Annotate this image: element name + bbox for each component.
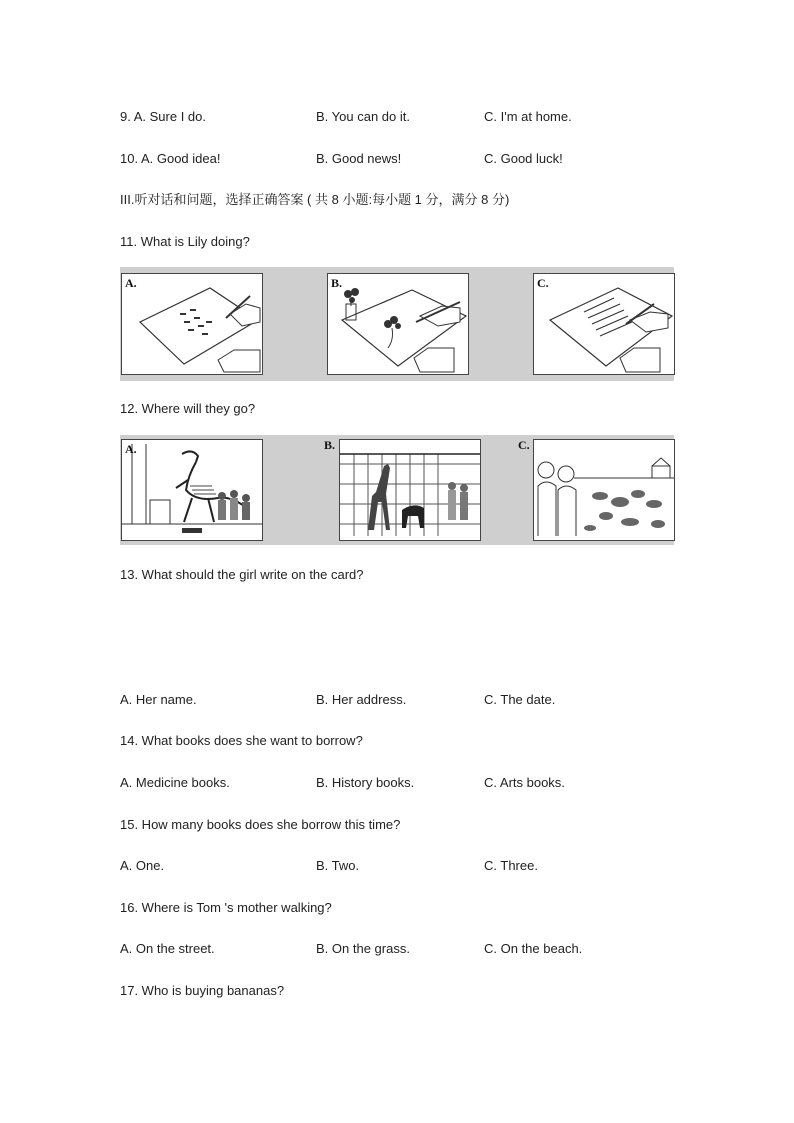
q10-option-b: B. Good news! [316, 151, 402, 166]
q14-option-b: B. History books. [316, 775, 415, 790]
q15-option-c: C. Three. [484, 858, 538, 873]
q15-option-a: A. One. [120, 858, 165, 873]
q12-label-c: C. [518, 438, 530, 452]
q13-question: 13. What should the girl write on the card? [120, 567, 364, 582]
q11-picture-a [121, 273, 263, 375]
q12-label-b: B. [324, 438, 336, 452]
q15-option-b: B. Two. [316, 858, 360, 873]
q13-option-a: A. Her name. [120, 692, 197, 707]
q12-picture-a [121, 439, 263, 541]
q11-picture-c [533, 273, 675, 375]
q14-option-c: C. Arts books. [484, 775, 565, 790]
q11-label-c: C. [537, 276, 549, 290]
q12-picture-row [120, 435, 674, 545]
q11-picture-row [120, 267, 674, 381]
q12-picture-b [324, 438, 481, 541]
q12-label-a: A. [125, 442, 137, 456]
q9-option-b: B. You can do it. [316, 109, 410, 124]
q14-question: 14. What books does she want to borrow? [120, 733, 363, 748]
q15-question: 15. How many books does she borrow this time? [120, 817, 401, 832]
q11-picture-b [327, 273, 469, 375]
q16-option-c: C. On the beach. [484, 941, 583, 956]
q10-option-a: 10. A. Good idea! [120, 151, 221, 166]
q14-option-a: A. Medicine books. [120, 775, 230, 790]
q12-picture-c [518, 438, 675, 541]
q13-option-b: B. Her address. [316, 692, 407, 707]
q9-option-a: 9. A. Sure I do. [120, 109, 206, 124]
q11-label-a: A. [125, 276, 137, 290]
q11-label-b: B. [331, 276, 343, 290]
section-3-header: III.听对话和问题，选择正确答案 ( 共 8 小题:每小题 1 分，满分 8 分) [120, 192, 510, 207]
q9-option-c: C. I'm at home. [484, 109, 572, 124]
q10-option-c: C. Good luck! [484, 151, 563, 166]
q11-question: 11. What is Lily doing? [120, 234, 250, 249]
q17-question: 17. Who is buying bananas? [120, 983, 285, 998]
q12-question: 12. Where will they go? [120, 401, 256, 416]
q13-option-c: C. The date. [484, 692, 556, 707]
q16-option-b: B. On the grass. [316, 941, 410, 956]
q16-question: 16. Where is Tom 's mother walking? [120, 900, 332, 915]
q16-option-a: A. On the street. [120, 941, 215, 956]
